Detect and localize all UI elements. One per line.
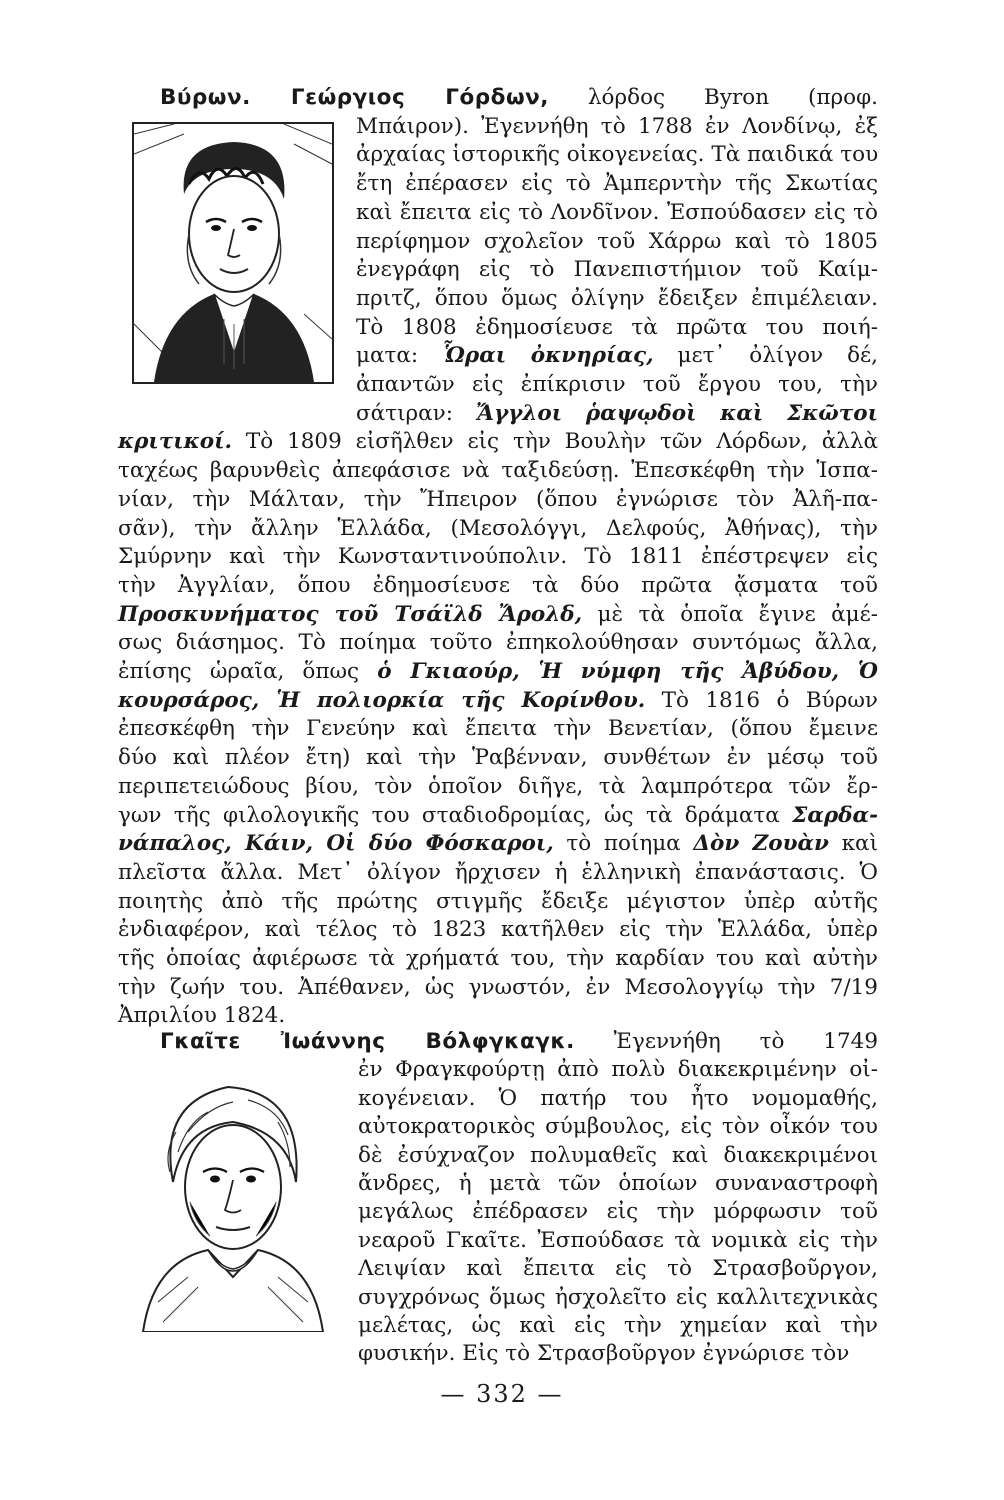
text-run: περίφημον σχολεῖον τοῦ Χάρρω καὶ τὸ 1805	[356, 228, 878, 254]
work-title: Σαρδα-	[792, 802, 878, 828]
byron-engraving-icon	[134, 124, 332, 382]
text-run: καὶ	[828, 831, 878, 857]
text-run: Ἀπριλίου 1824.	[118, 1003, 286, 1029]
work-title: κουρσάρος, Ἡ πολιορκία τῆς Κορίνθου.	[118, 687, 646, 713]
text-run: ἐπεσκέφθη τὴν Γενεύην καὶ ἔπειτα τὴν Βενετίαν, (ὅπου ἔμεινε	[118, 716, 878, 742]
goethe-text-line	[358, 1312, 878, 1342]
text-run: σᾶν), τὴν ἄλλην Ἑλλάδα, (Μεσολόγγι, Δελφούς, Ἀθήνας), τὴν	[118, 515, 878, 541]
byron-text-line	[118, 773, 878, 803]
goethe-text-line	[358, 1198, 878, 1228]
work-title: Προσκυνήματος τοῦ Τσάϊλδ Ἄρολδ,	[118, 601, 583, 627]
text-run: πλεῖστα ἄλλα. Μετ᾿ ὀλίγον ἤρχισεν ἡ ἑλληνικὴ ἐπανάστασις. Ὁ	[118, 859, 878, 885]
goethe-text-line	[358, 1255, 878, 1285]
text-run: γων τῆς φιλολογικῆς του σταδιοδρομίας, ὡς τὰ δράματα	[118, 802, 793, 828]
byron-text-line	[118, 744, 878, 774]
goethe-text-line	[358, 1284, 878, 1314]
goethe-headword: Γκαῖτε Ἰωάννης Βόλφγκαγκ.	[160, 1029, 575, 1054]
text-run: νεαροῦ Γκαῖτε. Ἐσπούδασε τὰ νομικὰ εἰς τὴν	[358, 1227, 878, 1253]
byron-text-line	[356, 285, 878, 315]
work-title: Δὸν Ζουὰν	[693, 831, 829, 857]
byron-text-line	[118, 802, 878, 832]
text-run: φυσικήν. Εἰς τὸ Στρασβοῦργον ἐγνώρισε τὸν	[358, 1341, 850, 1367]
text-run: μεγάλως ἐπέδρασεν εἰς τὴν μόρφωσιν τοῦ	[358, 1199, 878, 1225]
text-run: μὲ τὰ ὁποῖα ἔγινε ἀμέ-	[582, 601, 878, 627]
byron-text-line	[118, 572, 878, 602]
byron-text-line	[118, 888, 878, 918]
goethe-text-line	[358, 1340, 878, 1370]
byron-text-line	[118, 974, 878, 1004]
text-run: νίαν, τὴν Μάλταν, τὴν Ἤπειρον (ὅπου ἐγνώρισε τὸν Ἀλῆ-πα-	[118, 486, 878, 512]
text-run: ἄνδρες, ἡ μετὰ τῶν ὁποίων συναναστροφὴ	[358, 1171, 878, 1196]
byron-text-line	[118, 601, 878, 631]
text-run: ἐνεγράφη εἰς τὸ Πανεπιστήμιον τοῦ Καίμ-	[356, 257, 878, 283]
portrait-byron	[132, 122, 334, 384]
text-run: ταχέως βαρυνθεὶς ἀπεφάσισε νὰ ταξιδεύσῃ. Ἐπεσκέφθη τὴν Ἱσπα-	[118, 458, 878, 484]
text-run: Τὸ 1809 εἰσῆλθεν εἰς τὴν Βουλὴν τῶν Λόρδων, ἀλλὰ	[232, 429, 878, 455]
text-run: ἀρχαίας ἱστορικῆς οἰκογενείας. Τὰ παιδικά του	[356, 142, 879, 168]
text-run: ἐνδιαφέρον, καὶ τέλος τὸ 1823 κατῆλθεν εἰς τὴν Ἑλλάδα, ὑπὲρ	[118, 917, 878, 943]
byron-text-line	[118, 658, 878, 688]
work-title: νάπαλος, Κάιν, Οἱ δύο Φόσκαροι,	[118, 831, 554, 857]
text-run: συγχρόνως ὅμως ἠσχολεῖτο εἰς καλλιτεχνικὰς	[358, 1284, 878, 1310]
text-run: πριτζ, ὅπου ὅμως ὀλίγην ἔδειξεν ἐπιμέλειαν.	[356, 285, 878, 311]
goethe-text-line	[358, 1227, 878, 1257]
byron-text-line	[356, 141, 878, 171]
byron-text-line	[356, 400, 878, 430]
byron-text-line	[356, 113, 878, 143]
byron-text-line	[118, 486, 878, 516]
text-run: Μπάιρον). Ἐγεννήθη τὸ 1788 ἐν Λονδίνῳ, ἐξ	[356, 113, 878, 139]
byron-text-line	[118, 945, 878, 975]
byron-text-line	[118, 687, 878, 717]
byron-text-line	[118, 916, 878, 946]
goethe-text-line	[358, 1085, 878, 1115]
work-title: κριτικοί.	[118, 429, 233, 455]
text-run: κογένειαν. Ὁ πατήρ του ἦτο νομομαθής,	[358, 1085, 878, 1111]
text-run: τῆς ὁποίας ἀφιέρωσε τὰ χρήματά του, τὴν καρδίαν του καὶ αὐτὴν	[118, 946, 878, 971]
byron-text-line	[160, 84, 878, 114]
text-run: σως διάσημος. Τὸ ποίημα τοῦτο ἐπηκολούθησαν συντόμως ἄλλα,	[118, 630, 878, 656]
portrait-goethe	[128, 1062, 338, 1332]
byron-headword: Βύρων. Γεώργιος Γόρδων,	[160, 85, 549, 110]
work-title: Ἄγγλοι ῥαψῳδοὶ καὶ Σκῶτοι	[476, 400, 878, 426]
byron-text-line	[356, 199, 878, 229]
byron-text-line	[118, 457, 878, 487]
text-run: τὸ ποίημα	[553, 831, 694, 857]
text-run: ἔτη ἐπέρασεν εἰς τὸ Ἀμπερντὴν τῆς Σκωτίας	[356, 171, 878, 197]
byron-text-line	[356, 228, 878, 258]
text-run: Λειψίαν καὶ ἔπειτα εἰς τὸ Στρασβοῦργον,	[358, 1256, 878, 1282]
text-run: ἐν Φραγκφούρτῃ ἀπὸ πολὺ διακεκριμένην οἰ-	[358, 1057, 878, 1083]
byron-text-line	[356, 371, 878, 401]
goethe-text-line	[358, 1170, 878, 1200]
byron-text-line	[356, 256, 878, 286]
goethe-text-line	[358, 1113, 878, 1143]
text-run: ποιητὴς ἀπὸ τῆς πρώτης στιγμῆς ἔδειξε μέγιστον ὑπὲρ αὐτῆς	[118, 888, 878, 914]
text-run: δύο καὶ πλέον ἔτη) καὶ τὴν Ῥαβένναν, συνθέτων ἐν μέσῳ τοῦ	[118, 745, 878, 771]
work-title: ὁ Γκιαούρ, Ἡ νύμφη τῆς Ἀβύδου, Ὁ	[377, 659, 878, 684]
text-run: τὴν Ἀγγλίαν, ὅπου ἐδημοσίευσε τὰ δύο πρῶτα ᾄσματα τοῦ	[118, 572, 878, 598]
text-run: Σμύρνην καὶ τὴν Κωνσταντινούπολιν. Τὸ 1811 ἐπέστρεψεν εἰς	[118, 544, 878, 570]
text-run: καὶ ἔπειτα εἰς τὸ Λονδῖνον. Ἐσπούδασεν εἰς τὸ	[356, 199, 878, 225]
text-run: Τὸ 1808 ἐδημοσίευσε τὰ πρῶτα του ποιή-	[356, 314, 878, 340]
text-run: Τὸ 1816 ὁ Βύρων	[645, 687, 878, 713]
text-run: σάτιραν:	[356, 400, 477, 426]
byron-text-line	[118, 715, 878, 745]
text-run: ματα:	[356, 343, 443, 369]
text-run: λόρδος Byron (προφ.	[548, 85, 878, 110]
byron-text-line	[118, 859, 878, 889]
byron-text-line	[118, 830, 878, 860]
text-run: τὴν ζωήν του. Ἀπέθανεν, ὡς γνωστόν, ἐν Μεσολογγίῳ τὴν 7/19	[118, 974, 878, 1000]
byron-text-line	[118, 543, 878, 573]
byron-text-line	[356, 170, 878, 200]
text-run: δὲ ἐσύχναζον πολυμαθεῖς καὶ διακεκριμένοι	[358, 1142, 878, 1168]
byron-text-line	[118, 629, 878, 659]
goethe-text-line	[358, 1056, 878, 1086]
text-run: Ἐγεννήθη τὸ 1749	[574, 1029, 878, 1054]
goethe-text-line	[358, 1142, 878, 1172]
byron-text-line	[356, 342, 878, 372]
byron-text-line	[118, 428, 878, 458]
goethe-engraving-icon	[128, 1062, 338, 1332]
text-run: μελέτας, ὡς καὶ εἰς τὴν χημείαν καὶ τὴν	[358, 1313, 878, 1338]
text-run: αὐτοκρατορικὸς σύμβουλος, εἰς τὸν οἶκόν του	[358, 1114, 878, 1140]
text-run: περιπετειώδους βίου, τὸν ὁποῖον διῆγε, τὰ λαμπρότερα τῶν ἔρ-	[118, 773, 878, 799]
byron-text-line	[356, 314, 878, 344]
text-run: ἐπίσης ὡραῖα, ὅπως	[118, 659, 378, 684]
byron-text-line	[118, 515, 878, 545]
page-number: — 332 —	[440, 1380, 564, 1408]
text-run: ἀπαντῶν εἰς ἐπίκρισιν τοῦ ἔργου του, τὴν	[356, 372, 878, 397]
work-title: Ὧραι ὀκνηρίας,	[442, 343, 654, 369]
text-run: μετ᾿ ὀλίγον δέ,	[653, 343, 878, 369]
goethe-text-line	[160, 1028, 878, 1058]
